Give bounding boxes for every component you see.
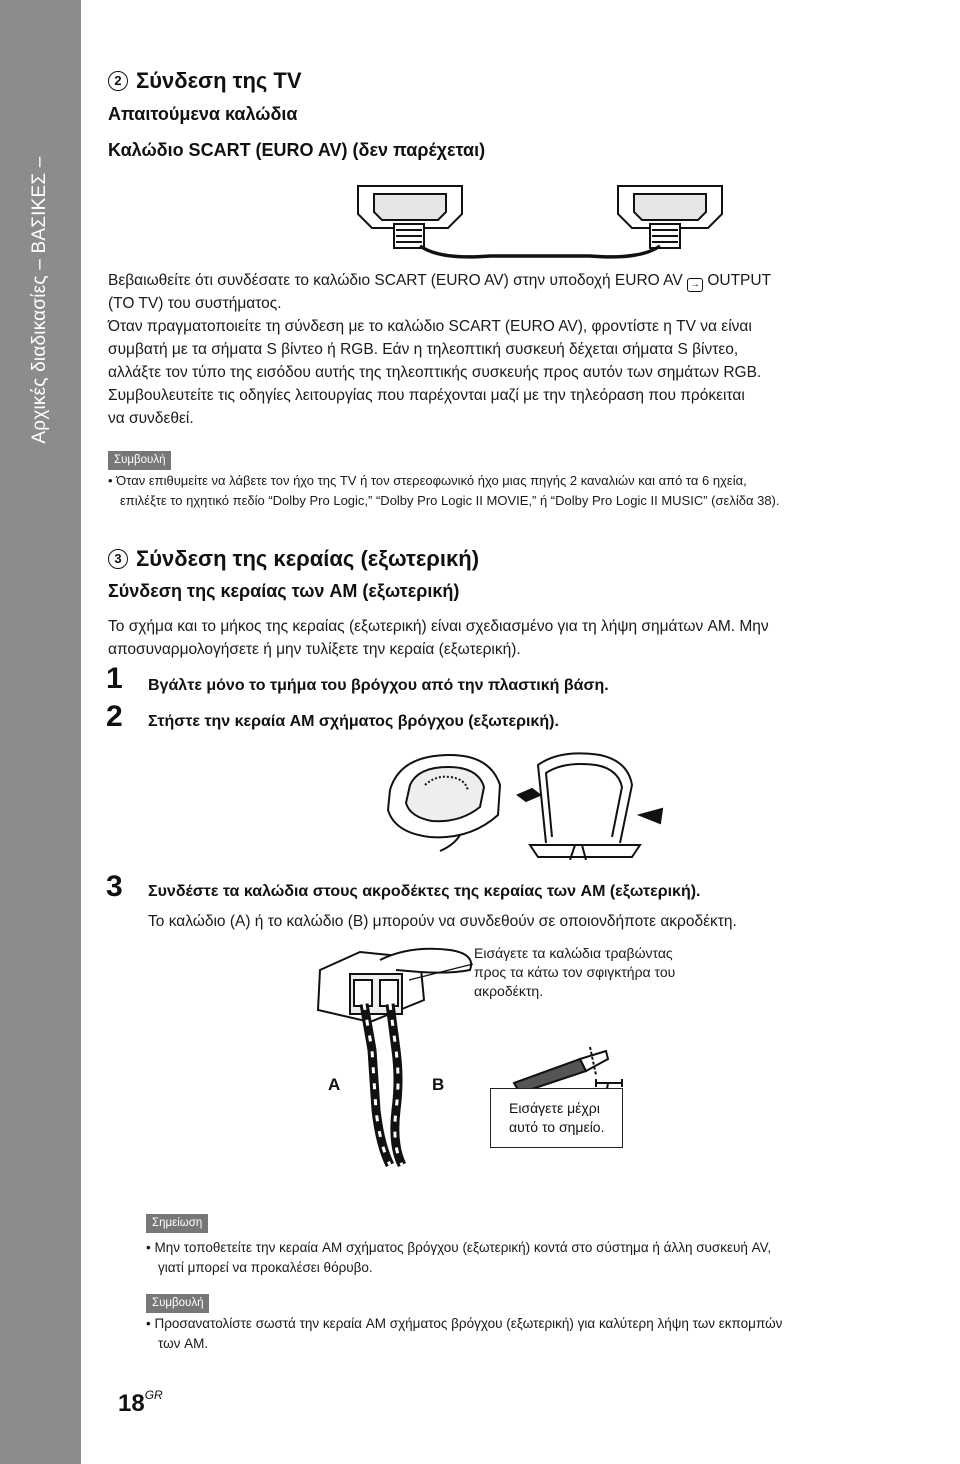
tip-badge: Συμβουλή [108,451,171,470]
para-line: OUTPUT [707,272,772,289]
scart-cable-illustration [350,180,730,262]
para-line: (TO TV) του συστήματος. [108,295,282,312]
step-3-text: Συνδέστε τα καλώδια στους ακροδέκτες της κεραίας των AM (εξωτερική). [148,883,701,900]
section-3-number: 3 [108,549,128,569]
page-number-value: 18 [118,1390,145,1417]
para-line: αποσυναρμολογήσετε ή μην τυλίξετε την κεραία (εξωτερική). [108,641,521,658]
tip-text [108,471,958,511]
callout-line: προς τα κάτω τον σφιγκτήρα του [474,964,676,980]
para-line: Όταν πραγματοποιείτε τη σύνδεση με το καλώδιο SCART (EURO AV), φροντίστε η TV να είναι [108,318,752,335]
step-3-number: 3 [106,870,123,903]
note-badge: Σημείωση [146,1214,208,1233]
note-line: γιατί μπορεί να προκαλέσει θόρυβο. [158,1260,373,1275]
note-text [146,1238,958,1278]
insert-point-callout [490,1088,623,1148]
am-loop-antenna-illustration [370,745,690,860]
section-3-title-text: Σύνδεση της κεραίας (εξωτερική) [136,546,480,571]
step-2-number: 2 [106,700,123,733]
para-line: Βεβαιωθείτε ότι συνδέσατε το καλώδιο SCART (EURO AV) στην υποδοχή EURO AV [108,272,683,289]
para-line: συμβατή με τα σήματα S βίντεο ή RGB. Εάν η τηλεοπτική συσκευή δέχεται σήματα S βίντεο, [108,341,739,358]
para-line: να συνδεθεί. [108,410,194,427]
step-1-text: Βγάλτε μόνο το τμήμα του βρόγχου από την πλαστική βάση. [148,677,609,694]
step-1-number: 1 [106,662,123,695]
output-arrow-icon: → [687,278,703,292]
page-number [118,1388,163,1418]
section-3-title [108,546,479,572]
tip2-badge: Συμβουλή [146,1294,209,1313]
callout-line: Εισάγετε τα καλώδια τραβώντας [474,945,673,961]
tip2-line: • Προσανατολίστε σωστά την κεραία AM σχήματος βρόγχου (εξωτερική) για καλύτερη λήψη των εκπομπών [146,1314,958,1334]
tip-line: επιλέξτε το ηχητικό πεδίο “Dolby Pro Logic,” “Dolby Pro Logic II MOVIE,” ή “Dolby Pro Logic II MUSIC” (σελίδα 38). [120,493,780,508]
callout-leader-line [405,962,475,982]
page-number-suffix: GR [144,1388,163,1402]
note-line: • Μην τοποθετείτε την κεραία AM σχήματος βρόγχου (εξωτερική) κοντά στο σύστημα ή άλλη συσκευή AV, [146,1238,958,1258]
sidebar-tab [0,0,81,1464]
step-3-detail: Το καλώδιο (A) ή το καλώδιο (B) μπορούν να συνδεθούν σε οποιονδήποτε ακροδέκτη. [148,913,737,930]
section-2-title [108,68,302,94]
callout-line: ακροδέκτη. [474,983,544,999]
wire-b-label: B [432,1075,445,1094]
wire-a-label: A [328,1075,341,1094]
para-line: Το σχήμα και το μήκος της κεραίας (εξωτερική) είναι σχεδιασμένο για τη λήψη σημάτων AM. Μην [108,618,769,635]
tip2-line: των AM. [158,1336,209,1351]
tip2-text [146,1314,958,1354]
required-cables-label: Απαιτούμενα καλώδια [108,104,298,124]
scart-cable-label: Καλώδιο SCART (EURO AV) (δεν παρέχεται) [108,140,486,160]
para-line: αλλάξτε τον τύπο της εισόδου αυτής της τηλεοπτικής συσκευής προς αυτόν των σημάτων RGB. [108,364,762,381]
step-2-text: Στήστε την κεραία AM σχήματος βρόγχου (εξωτερική). [148,713,559,730]
am-antenna-paragraph [108,615,958,661]
callout-line: Εισάγετε μέχρι [509,1100,600,1116]
callout-line: αυτό το σημείο. [509,1119,605,1135]
section-2-title-text: Σύνδεση της TV [136,68,302,93]
sidebar-label: Αρχικές διαδικασίες – ΒΑΣΙΚΕΣ – [29,156,50,444]
scart-paragraph [108,269,958,430]
tip-line: • Όταν επιθυμείτε να λάβετε τον ήχο της TV ή τον στερεοφωνικό ήχο μιας πηγής 2 καναλιών και από τα 6 ηχεία, [108,471,958,491]
para-line: Συμβουλευτείτε τις οδηγίες λειτουργίας που παρέχονται μαζί με την τηλεόραση που πρόκειται [108,387,745,404]
section-3-subtitle: Σύνδεση της κεραίας των AM (εξωτερική) [108,581,460,601]
insert-callout [474,944,675,1001]
section-2-number: 2 [108,71,128,91]
